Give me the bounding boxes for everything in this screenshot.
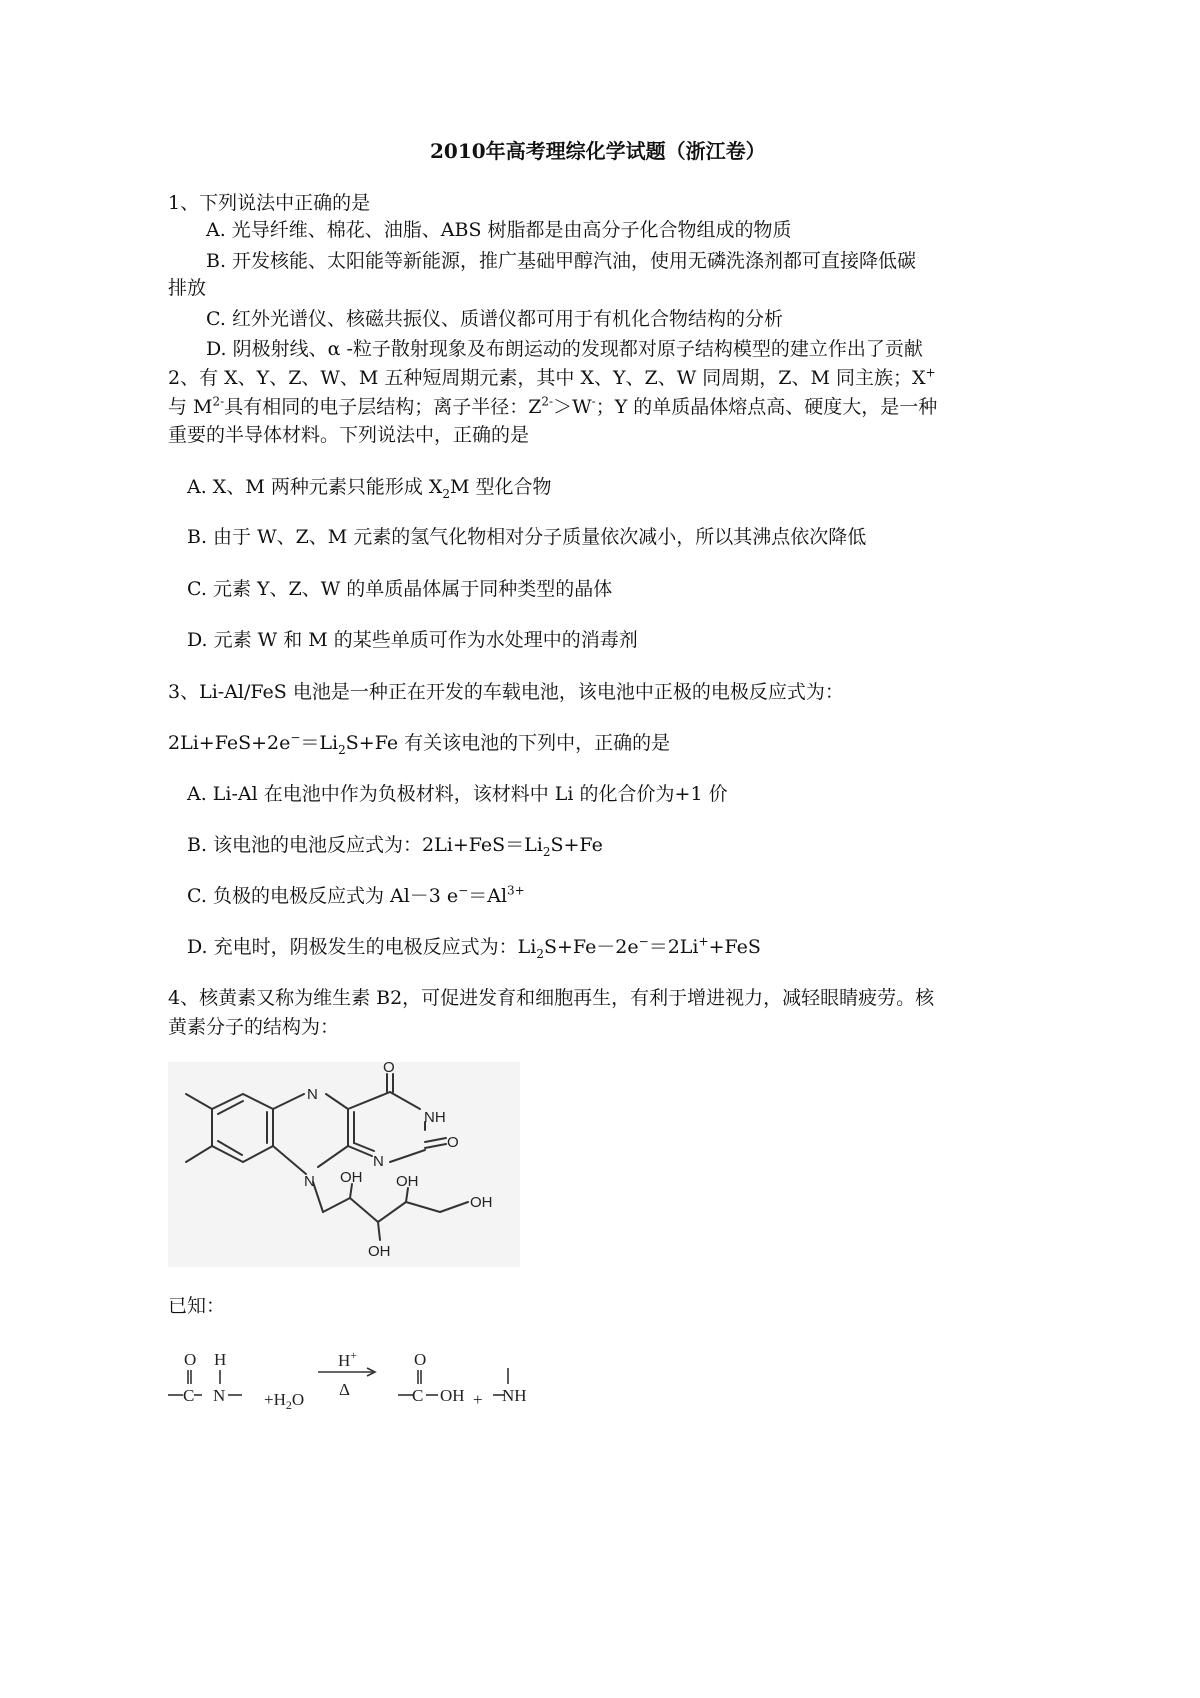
q1-option-a: A. 光导纤维、棉花、油脂、ABS 树脂都是由高分子化合物组成的物质 [206,219,792,241]
q2-option-c: C. 元素 Y、Z、W 的单质晶体属于同种类型的晶体 [187,578,613,600]
q2-stem-line3: 重要的半导体材料。下列说法中，正确的是 [168,424,530,446]
q2-stem-line1: 2、有 X、Y、Z、W、M 五种短周期元素，其中 X、Y、Z、W 同周期，Z、M 同主族；X+ [168,365,936,389]
rxn-heat-symbol: Δ [339,1380,350,1399]
rxn-plus-water: $+H_2O$ [264,1390,305,1412]
q2-stem-line2: 与 $M^{2-}$具有相同的电子层结构；离子半径：$Z^{2-}>W^-$；Y 的单质晶体熔点高、硬度大，是一种 [168,394,938,418]
rxn-o-1: O [184,1350,197,1369]
q3-option-d: D. 充电时，阴极发生的电极反应式为：$Li_2S+Fe-2e^-=2Li^++FeS$ [187,934,761,961]
rxn-oh: OH [440,1386,465,1405]
q4-stem-line2: 黄素分子的结构为： [168,1016,340,1038]
mol-oh-1: OH [340,1169,363,1186]
amide-hydrolysis-reaction [168,1350,548,1420]
mol-oh-3: OH [470,1194,493,1211]
mol-o-top: O [383,1062,395,1076]
q3-option-b: B. 该电池的电池反应式为：$2Li+FeS=Li_2S+Fe$ [187,834,603,859]
mol-n-top: N [307,1086,318,1103]
q3-option-c: C. 负极的电极反应式为 Al－3 $e^-=Al^{3+}$ [187,883,525,907]
mol-n-mid: N [373,1153,384,1170]
rxn-c-1: C [183,1386,195,1405]
rxn-plus: + [473,1390,483,1409]
mol-nh: NH [424,1109,446,1126]
rxn-h-1: H [214,1350,227,1369]
q1-stem: 1、下列说法中正确的是 [168,192,371,214]
rxn-nh: NH [502,1386,527,1405]
mol-n-bottom: N [304,1173,315,1190]
rxn-n-1: N [213,1386,226,1405]
q2-option-b: B. 由于 W、Z、M 元素的氢气化物相对分子质量依次减小，所以其沸点依次降低 [187,526,867,548]
q1-option-d: D. 阴极射线、α -粒子散射现象及布朗运动的发现都对原子结构模型的建立作出了贡献 [206,338,923,360]
q4-stem-line1: 4、核黄素又称为维生素 B2，可促进发育和细胞再生，有利于增进视力，减轻眼睛疲劳。核 [168,987,935,1009]
q1-option-b: B. 开发核能、太阳能等新能源，推广基础甲醇汽油，使用无磷洗涤剂都可直接降低碳 [206,250,917,272]
q3-option-a: A. Li-Al 在电池中作为负极材料，该材料中 Li 的化合价为+1 价 [187,783,728,805]
q4-known-label: 已知： [168,1295,226,1317]
q2-option-a: A. X、M 两种元素只能形成 $X_2M$ 型化合物 [187,476,552,501]
mol-oh-2: OH [396,1173,419,1190]
q1-option-b-cont: 排放 [168,277,207,299]
page-title: 2010年高考理综化学试题（浙江卷） [430,139,766,163]
rxn-c-2: C [412,1386,424,1405]
q2-option-d: D. 元素 W 和 M 的某些单质可作为水处理中的消毒剂 [187,629,638,651]
q1-option-c: C. 红外光谱仪、核磁共振仪、质谱仪都可用于有机化合物结构的分析 [206,308,783,330]
mol-oh-4: OH [368,1243,391,1260]
q3-stem: 3、Li-Al/FeS 电池是一种正在开发的车载电池，该电池中正极的电极反应式为： [168,681,844,703]
rxn-o-2: O [414,1350,427,1369]
mol-o-right: O [447,1134,459,1151]
riboflavin-structure [168,1062,520,1267]
rxn-acid-catalyst: H+ [338,1350,358,1370]
q3-equation: $2Li+FeS+2e^-=Li_2S+Fe$ 有关该电池的下列中，正确的是 [168,730,671,757]
